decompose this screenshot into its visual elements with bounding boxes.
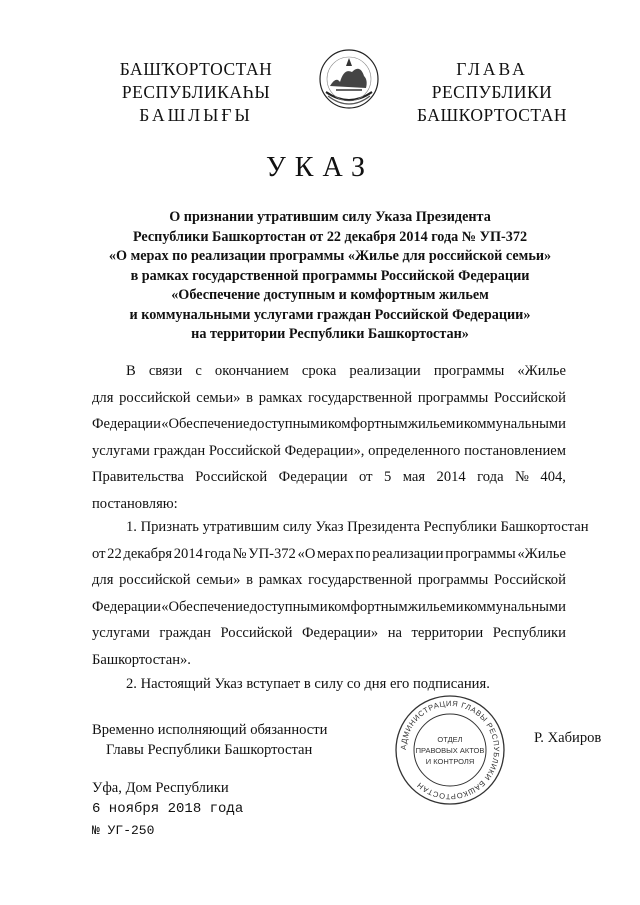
word: для [92, 389, 114, 406]
word: жильем [407, 416, 456, 432]
word: года [204, 545, 231, 562]
subject-line: «О мерах по реализации программы «Жилье для российской семьи» [108, 248, 552, 264]
word: № [515, 469, 529, 485]
header-right-line-3: БАШКОРТОСТАН [416, 105, 567, 125]
signatory-name: Р. Хабиров [534, 730, 602, 746]
stamp-ring-text: АДМИНИСТРАЦИЯ ГЛАВЫ РЕСПУБЛИКИ БАШКОРТОСТАН [398, 698, 502, 802]
item-1-line [92, 567, 566, 594]
place-and-date [92, 778, 243, 841]
word: государственной [308, 572, 413, 588]
word: постановлением [464, 442, 566, 459]
word: Российской [208, 442, 281, 459]
word: семьи» [196, 389, 241, 406]
word: Российской [493, 572, 566, 588]
preamble-line [92, 464, 566, 491]
word: комфортным [327, 598, 408, 615]
word: Российской [493, 389, 566, 406]
word: окончанием [214, 363, 289, 379]
word: года [477, 469, 504, 485]
word: на [387, 625, 402, 641]
stamp-center-line-3: И КОНТРОЛЯ [425, 757, 475, 766]
word: государственной [308, 389, 413, 406]
position-line-1: Временно исполняющий обязанности [92, 722, 328, 738]
word: программы [445, 545, 516, 562]
item-2-line: 2. Настоящий Указ вступает в силу со дня его подписания. [126, 676, 490, 692]
word: с [195, 363, 202, 379]
document-number: № УГ-250 [92, 823, 155, 838]
word: реализации [349, 363, 421, 379]
word: В [126, 363, 136, 379]
word: доступным [249, 416, 320, 432]
header-left-line-3: БАШЛЫҒЫ [139, 105, 253, 125]
word: № [232, 545, 247, 562]
subject-line: О признании утратившим силу Указа Президента [169, 209, 491, 225]
word: от [359, 469, 373, 485]
word: услугами [92, 625, 150, 641]
position-line-2: Главы Республики Башкортостан [106, 742, 313, 758]
word: граждан [159, 625, 211, 641]
word: «Жилье [517, 545, 566, 562]
subject-line: в рамках государственной программы Российской Федерации [130, 267, 530, 284]
preamble-line [92, 385, 566, 412]
word: Российской [220, 625, 293, 641]
item-1-line: 1. Признать утратившим силу Указ Президента Республики Башкортостан [126, 519, 589, 535]
word: определенного [368, 442, 461, 459]
word: связи [148, 363, 183, 379]
word: и [455, 598, 464, 615]
subject-line: и коммунальными услугами граждан Российской Федерации» [129, 306, 531, 323]
header-right-line-2: РЕСПУБЛИКИ [431, 82, 553, 102]
item-1-line [92, 620, 566, 647]
word: рамках [258, 572, 303, 588]
word: и [455, 416, 464, 432]
word: программы [433, 363, 505, 379]
header-russian [402, 58, 582, 127]
subject-line: «Обеспечение доступным и комфортным жильем [171, 287, 489, 303]
word: Федерации» [301, 625, 379, 641]
word: 2014 [173, 545, 203, 562]
item-1-line [92, 594, 566, 621]
word: срока [301, 363, 337, 379]
preamble-line [92, 438, 566, 465]
word: «О [297, 545, 316, 562]
word: мая [402, 469, 426, 485]
preamble-line [92, 411, 566, 438]
word: территории [411, 625, 484, 641]
preamble-paragraph [92, 358, 566, 517]
word: Федерации [92, 416, 161, 432]
word: Правительства [92, 469, 184, 485]
official-stamp [394, 694, 506, 806]
word: «Обеспечение [161, 598, 250, 615]
subject-line: Республики Башкортостан от 22 декабря 2014 года № УП-372 [132, 228, 528, 245]
word: граждан [153, 442, 206, 459]
word: 404, [540, 469, 566, 485]
document-subject [60, 208, 600, 345]
subject-line: на территории Республики Башкортостан» [191, 326, 469, 342]
word: 5 [383, 469, 392, 485]
word: 22 [107, 545, 122, 562]
word: программы [417, 572, 489, 588]
item-1-paragraph [92, 514, 589, 673]
word: услугами [92, 442, 150, 459]
word: российской [119, 389, 191, 406]
word: Федерации», [284, 442, 365, 459]
word: мерах [317, 545, 354, 562]
header-right-line-1: ГЛАВА [456, 59, 528, 79]
word: Республики [492, 625, 566, 641]
stamp-center-line-1: ОТДЕЛ [437, 735, 463, 744]
word: «Обеспечение [161, 416, 250, 432]
word: семьи» [196, 572, 241, 588]
word: Российской [195, 469, 268, 485]
word: Федерации [92, 598, 161, 615]
header-bashkir [96, 58, 296, 127]
word: коммунальными [463, 598, 566, 615]
word: реализации [372, 545, 444, 562]
word: по [355, 545, 371, 562]
word: рамках [258, 389, 303, 406]
word: жильем [407, 598, 456, 615]
word: и [319, 598, 328, 615]
word: комфортным [327, 416, 408, 432]
word: «Жилье [517, 363, 566, 379]
place-city: Уфа, Дом Республики [92, 780, 229, 796]
word: Федерации [278, 469, 348, 485]
word: декабря [123, 545, 173, 562]
header-left-line-2: РЕСПУБЛИКАҺЫ [121, 82, 271, 102]
preamble-line [92, 358, 566, 385]
word: для [92, 572, 114, 588]
word: 2014 [436, 469, 466, 485]
word: программы [417, 389, 489, 406]
word: и [319, 416, 328, 432]
document-title: УКАЗ [265, 152, 375, 183]
signatory-position [92, 720, 327, 760]
stamp-center-line-2: ПРАВОВЫХ АКТОВ [415, 746, 485, 755]
word: в [246, 572, 254, 588]
word: коммунальными [463, 416, 566, 432]
place-date: 6 ноября 2018 года [92, 801, 244, 817]
item-1-line [92, 541, 566, 568]
word: в [246, 389, 254, 406]
word: доступным [249, 598, 320, 615]
header-left-line-1: БАШҠОРТОСТАН [119, 59, 273, 79]
preamble-line: постановляю: [92, 495, 178, 512]
item-1-line: Башкортостан». [92, 651, 191, 668]
word: российской [119, 572, 191, 588]
word: УП-372 [248, 545, 296, 562]
bashkortostan-coat-of-arms-icon [316, 46, 382, 112]
word: от [92, 545, 106, 562]
